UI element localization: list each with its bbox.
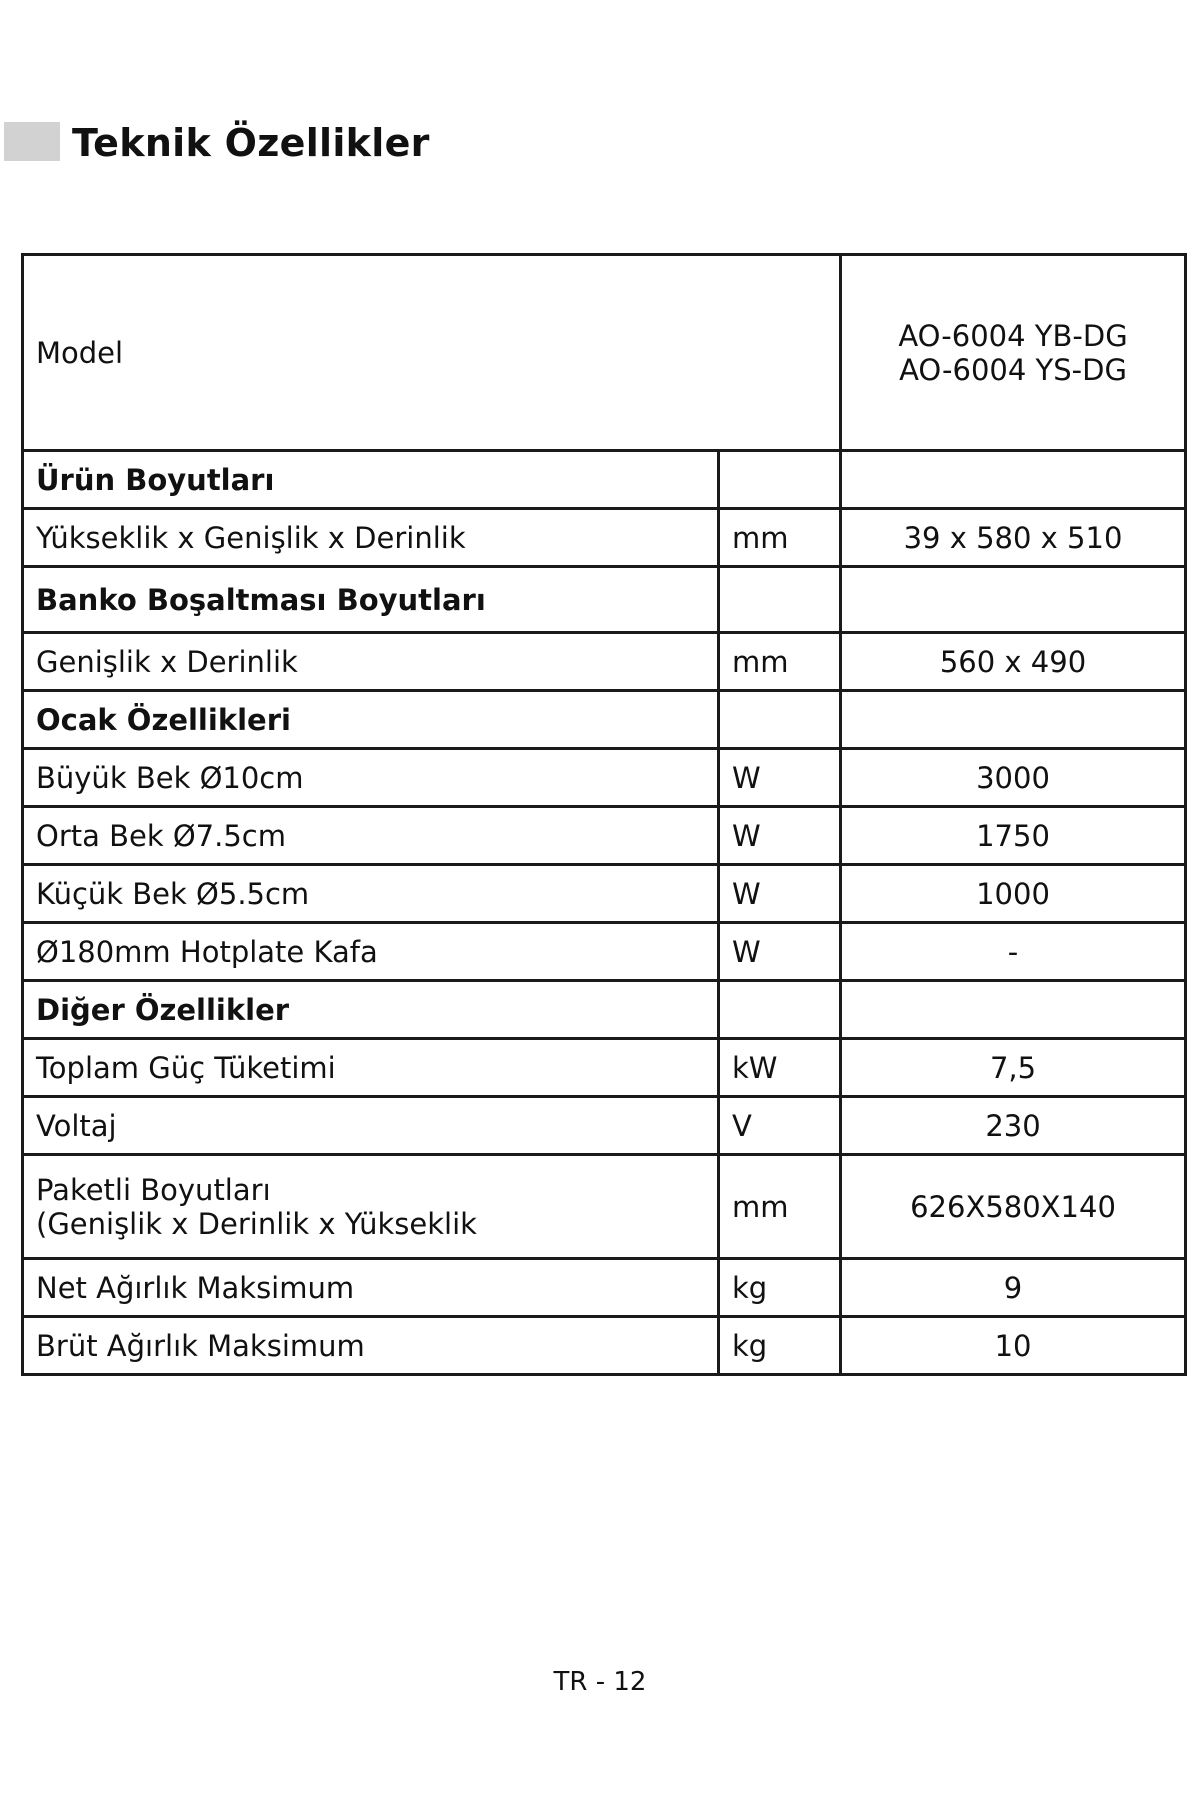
row-unit: kg <box>719 1259 841 1317</box>
row-unit: kg <box>719 1317 841 1375</box>
empty-cell <box>841 451 1186 509</box>
section-row <box>23 567 1186 633</box>
row-label-line: (Genişlik x Derinlik x Yükseklik <box>36 1206 477 1241</box>
table-row <box>23 749 1186 807</box>
row-unit: mm <box>719 633 841 691</box>
table-row <box>23 1259 1186 1317</box>
table-row <box>23 923 1186 981</box>
row-unit: W <box>719 749 841 807</box>
section-row <box>23 981 1186 1039</box>
table-row <box>23 509 1186 567</box>
spec-table <box>21 253 1187 1376</box>
empty-cell <box>841 567 1186 633</box>
row-value: 7,5 <box>841 1039 1186 1097</box>
page-number: TR - 12 <box>553 1667 647 1697</box>
row-value: 626X580X140 <box>841 1155 1186 1259</box>
row-label: Yükseklik x Genişlik x Derinlik <box>23 509 719 567</box>
row-value: 230 <box>841 1097 1186 1155</box>
row-label <box>23 1155 719 1259</box>
section-row <box>23 691 1186 749</box>
empty-cell <box>719 981 841 1039</box>
table-row <box>23 1317 1186 1375</box>
row-unit: V <box>719 1097 841 1155</box>
row-value: 560 x 490 <box>841 633 1186 691</box>
row-value: - <box>841 923 1186 981</box>
row-unit: W <box>719 807 841 865</box>
row-label: Genişlik x Derinlik <box>23 633 719 691</box>
table-row <box>23 865 1186 923</box>
row-value: 39 x 580 x 510 <box>841 509 1186 567</box>
model-values <box>841 255 1186 451</box>
model-label: Model <box>23 255 841 451</box>
section-label: Ürün Boyutları <box>23 451 719 509</box>
table-row <box>23 807 1186 865</box>
empty-cell <box>719 451 841 509</box>
empty-cell <box>719 567 841 633</box>
model-value: AO-6004 YS-DG <box>899 352 1127 387</box>
section-label: Ocak Özellikleri <box>23 691 719 749</box>
table-row <box>23 1097 1186 1155</box>
empty-cell <box>719 691 841 749</box>
row-label: Orta Bek Ø7.5cm <box>23 807 719 865</box>
row-unit: W <box>719 923 841 981</box>
row-label: Net Ağırlık Maksimum <box>23 1259 719 1317</box>
model-value: AO-6004 YB-DG <box>898 318 1128 353</box>
table-row <box>23 1155 1186 1259</box>
row-label: Büyük Bek Ø10cm <box>23 749 719 807</box>
page-title: Teknik Özellikler <box>72 121 430 165</box>
table-row <box>23 1039 1186 1097</box>
model-row <box>23 255 1186 451</box>
section-row <box>23 451 1186 509</box>
row-value: 1750 <box>841 807 1186 865</box>
row-label: Küçük Bek Ø5.5cm <box>23 865 719 923</box>
row-value: 3000 <box>841 749 1186 807</box>
table-row <box>23 633 1186 691</box>
row-unit: mm <box>719 509 841 567</box>
row-value: 9 <box>841 1259 1186 1317</box>
row-label: Ø180mm Hotplate Kafa <box>23 923 719 981</box>
row-label-line: Paketli Boyutları <box>36 1172 271 1207</box>
row-value: 10 <box>841 1317 1186 1375</box>
section-marker-block <box>4 122 60 161</box>
empty-cell <box>841 981 1186 1039</box>
section-label: Banko Boşaltması Boyutları <box>23 567 719 633</box>
row-label: Toplam Güç Tüketimi <box>23 1039 719 1097</box>
row-unit: kW <box>719 1039 841 1097</box>
empty-cell <box>841 691 1186 749</box>
section-label: Diğer Özellikler <box>23 981 719 1039</box>
row-label: Brüt Ağırlık Maksimum <box>23 1317 719 1375</box>
row-label: Voltaj <box>23 1097 719 1155</box>
row-unit: mm <box>719 1155 841 1259</box>
row-unit: W <box>719 865 841 923</box>
row-value: 1000 <box>841 865 1186 923</box>
